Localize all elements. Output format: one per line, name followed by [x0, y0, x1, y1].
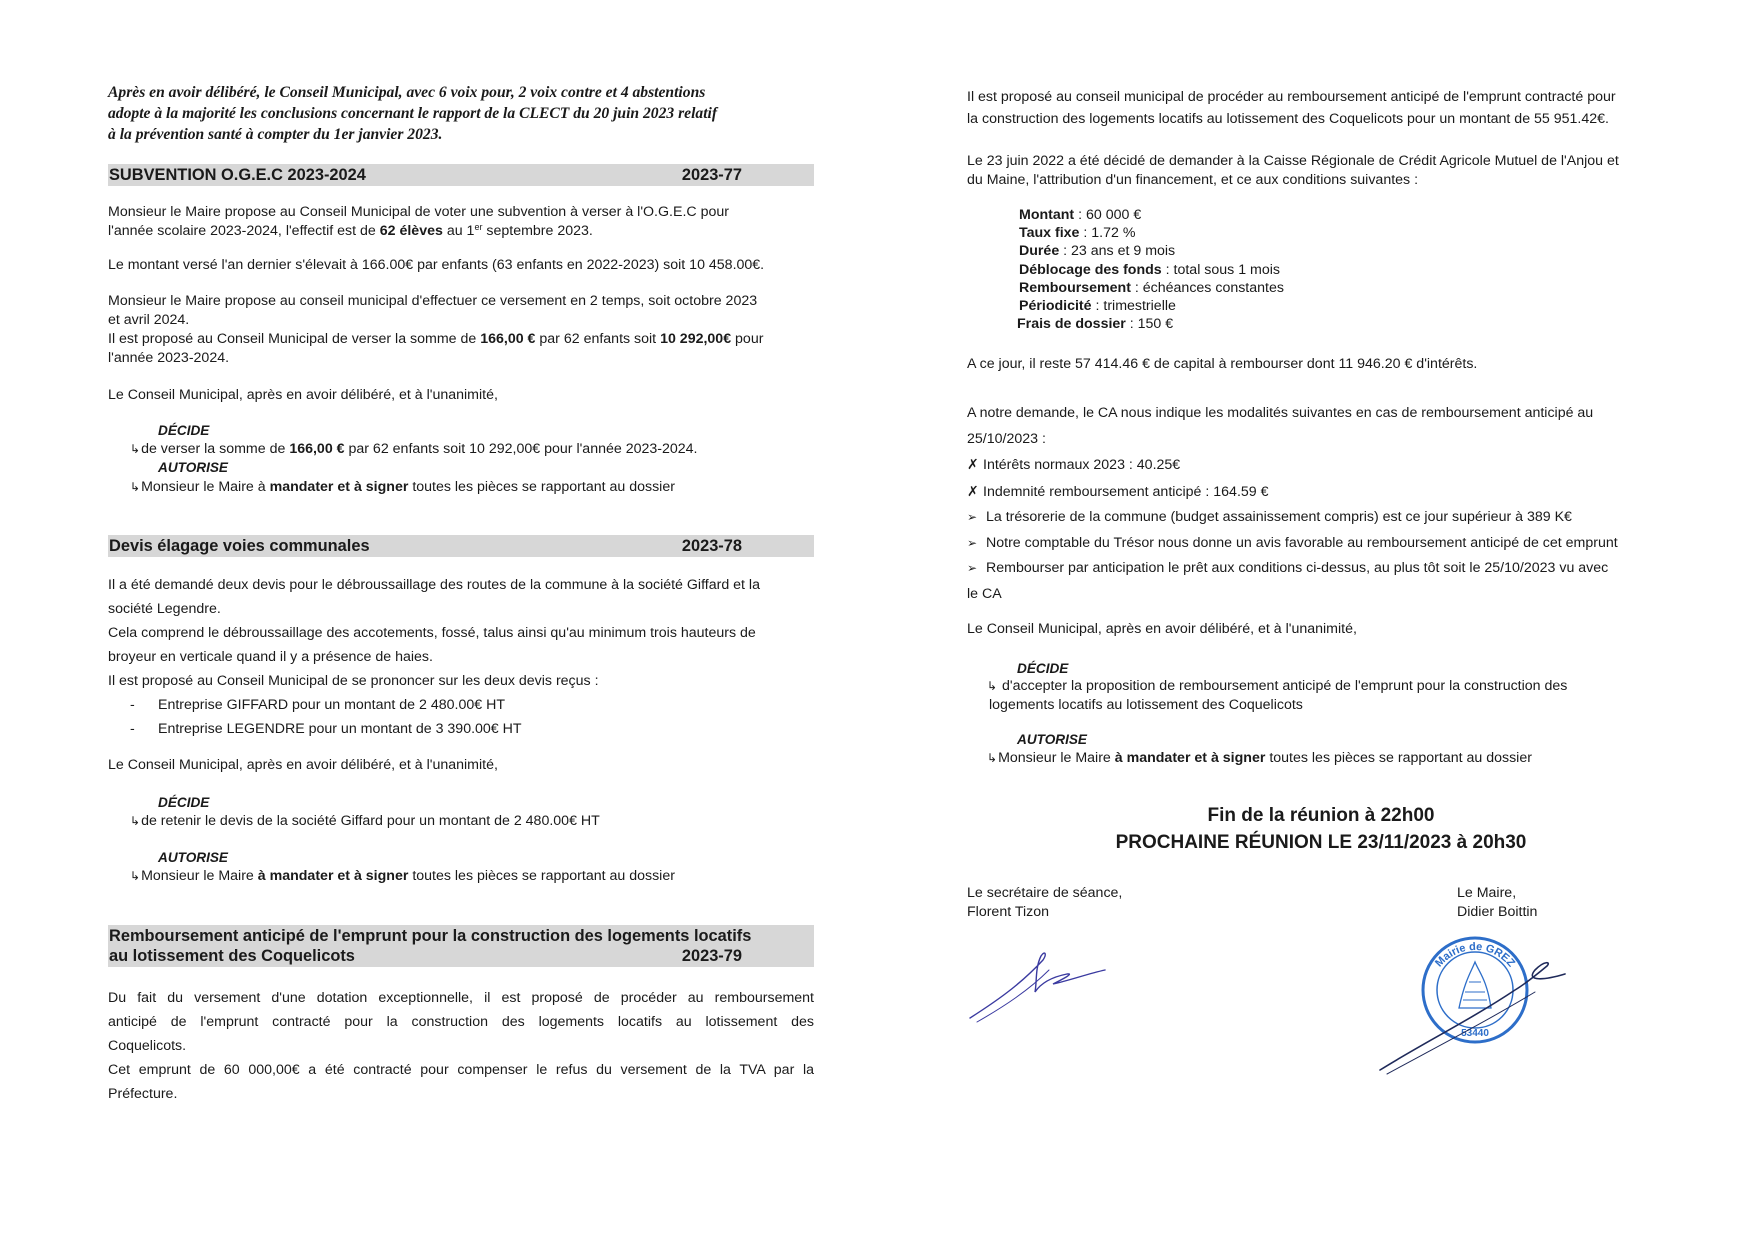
condition-label: Montant [1019, 207, 1075, 223]
text: Rembourser par anticipation le prêt aux conditions ci-dessus, au plus tôt soit le 25/10/2023 vu avec [986, 560, 1609, 576]
list-item: - Entreprise GIFFARD pour un montant de 2 480.00€ HT [130, 697, 505, 713]
stamp-top-text: Mairie de GREZ [1433, 940, 1518, 970]
section-header-2023-77 [108, 164, 814, 186]
condition-label: Périodicité [1019, 298, 1092, 315]
autorise-label: AUTORISE [1017, 732, 1087, 747]
text: Entreprise GIFFARD pour un montant de 2 480.00€ HT [158, 697, 505, 713]
intro-paragraph [108, 82, 814, 145]
secretary-name: Florent Tizon [967, 904, 1050, 920]
text-bold: 62 élèves [379, 223, 443, 239]
text-line: Du fait du versement d'une dotation exceptionnelle, il est proposé de procéder au remboursement [108, 990, 814, 1006]
section-title [109, 946, 814, 966]
text: toutes les pièces se rapportant au dossier [1265, 750, 1532, 766]
text: Monsieur le Maire [141, 868, 258, 884]
s77-paragraph-5 [108, 386, 814, 405]
text-line: Le montant versé l'an dernier s'élevait à 166.00€ par enfants (63 enfants en 2022-2023) soit 10 458.00€. [108, 257, 765, 273]
text-bold: 166,00 € [480, 331, 536, 347]
s77-paragraph-3 [108, 292, 814, 368]
text-line: Il a été demandé deux devis pour le débroussaillage des routes de la commune à la société Giffard et la [108, 577, 760, 593]
r-decide-text [987, 677, 1677, 715]
r-paragraph-2 [967, 152, 1675, 190]
condition-label: Déblocage des fonds [1019, 261, 1162, 278]
r-paragraph-1 [967, 86, 1675, 130]
section-title: SUBVENTION O.G.E.C 2023-2024 [109, 166, 366, 184]
condition-value: : échéances constantes [1130, 279, 1284, 296]
arrow-item [967, 531, 1675, 557]
s77-decide-text [130, 440, 820, 459]
text-bold: mandater et à signer [269, 479, 409, 495]
secretary-signature [965, 940, 1125, 1030]
text: Indemnité remboursement anticipé : 164.59 € [983, 483, 1269, 500]
text: par 62 enfants soit [535, 331, 661, 347]
decide-label: DÉCIDE [158, 795, 210, 810]
text-line [108, 330, 814, 349]
mayor-name: Didier Boittin [1457, 904, 1538, 920]
arrowhead-icon: ➢ [967, 535, 978, 550]
text-line: Cet emprunt de 60 000,00€ a été contracté pour compenser le refus du versement de la TVA par la [108, 1062, 814, 1078]
text-line: A ce jour, il reste 57 414.46 € de capital à rembourser dont 11 946.20 € d'intérêts. [967, 356, 1478, 372]
text-line: Monsieur le Maire propose au Conseil Municipal de voter une subvention à verser à l'O.G.E.C pour [108, 204, 729, 220]
text-line: Coquelicots. [108, 1038, 187, 1054]
condition-row [1017, 224, 1417, 242]
r-paragraph-4 [967, 401, 1675, 607]
condition-label: Taux fixe [1019, 225, 1080, 242]
condition-value: : 60 000 € [1074, 207, 1142, 223]
condition-row [1017, 242, 1417, 260]
text-line [987, 677, 1677, 696]
condition-value: : 1.72 % [1079, 225, 1136, 242]
text-line: Le 23 juin 2022 a été décidé de demander à la Caisse Régionale de Crédit Agricole Mutuel de l'Anjou et [967, 153, 1619, 169]
loan-conditions-list [1017, 206, 1417, 333]
condition-row [1017, 297, 1417, 315]
x-item [967, 452, 1675, 479]
arrow-item [967, 505, 1675, 531]
secretary-role: Le secrétaire de séance, [967, 885, 1123, 901]
section-number: 2023-77 [681, 166, 742, 184]
section-title: Remboursement anticipé de l'emprunt pour la construction des logements locatifs [109, 927, 752, 945]
arrow-right-icon: ↳ [130, 814, 141, 828]
text-bold: 10 292,00€ [660, 331, 732, 347]
s77-paragraph-2 [108, 256, 814, 275]
condition-value: : total sous 1 mois [1161, 261, 1280, 278]
arrow-right-icon: ↳ [987, 751, 998, 765]
condition-value: : 23 ans et 9 mois [1059, 243, 1176, 260]
text: La trésorerie de la commune (budget assainissement compris) est ce jour supérieur à 389 K€ [986, 509, 1572, 525]
text: Il est proposé au Conseil Municipal de verser la somme de [108, 331, 481, 347]
section-number: 2023-79 [681, 947, 742, 965]
text-bold: 166,00 € [289, 441, 345, 457]
r-autorise-text [987, 749, 1677, 768]
next-meeting: PROCHAINE RÉUNION LE 23/11/2023 à 20h30 [1115, 832, 1527, 853]
text-line: la construction des logements locatifs au lotissement des Coquelicots pour un montant de 55 951.42€. [967, 111, 1609, 127]
text-line: Cela comprend le débroussaillage des accotements, fossé, talus ainsi qu'au minimum trois hauteurs de [108, 625, 756, 641]
section-header-2023-78 [108, 535, 814, 557]
text: Intérêts normaux 2023 : 40.25€ [983, 457, 1181, 473]
cross-icon: ✗ [967, 482, 979, 499]
condition-label: Frais de dossier [1017, 316, 1126, 333]
text-line [108, 222, 814, 241]
section-header-2023-79 [108, 925, 814, 967]
text: Monsieur le Maire [998, 750, 1115, 766]
superscript: er [474, 222, 483, 232]
x-item [967, 479, 1675, 506]
text-bold: à mandater et à signer [257, 868, 409, 884]
text-line: Le Conseil Municipal, après en avoir délibéré, et à l'unanimité, [967, 621, 1357, 637]
text: toutes les pièces se rapportant au dossier [408, 479, 675, 495]
r-paragraph-3 [967, 355, 1675, 374]
text-line: Le Conseil Municipal, après en avoir délibéré, et à l'unanimité, [108, 387, 498, 403]
condition-value: : trimestrielle [1091, 298, 1176, 315]
text-line: le CA [967, 585, 1002, 602]
cross-icon: ✗ [967, 456, 979, 472]
mayor-role: Le Maire, [1457, 885, 1517, 901]
text-line: Il est proposé au Conseil Municipal de se prononcer sur les deux devis reçus : [108, 673, 599, 689]
text-line: A notre demande, le CA nous indique les modalités suivantes en cas de remboursement anticipé au [967, 405, 1594, 421]
text-line: Le Conseil Municipal, après en avoir délibéré, et à l'unanimité, [108, 757, 498, 773]
section-number: 2023-78 [681, 537, 742, 555]
decide-label: DÉCIDE [1017, 661, 1069, 676]
text: au 1 [442, 223, 475, 239]
text-line: broyeur en verticale quand il y a présence de haies. [108, 649, 433, 665]
text: l'année scolaire 2023-2024, l'effectif est de [108, 223, 380, 239]
condition-row [1017, 206, 1417, 224]
text-line: 25/10/2023 : [967, 430, 1046, 447]
text: septembre 2023. [482, 223, 593, 239]
text: au lotissement des Coquelicots [109, 947, 355, 965]
s78-paragraphs [108, 573, 814, 741]
text: d'accepter la proposition de remboursement anticipé de l'emprunt pour la construction des [1002, 678, 1568, 694]
text-line: Il est proposé au conseil municipal de procéder au remboursement anticipé de l'emprunt contracté pour [967, 89, 1616, 105]
text: par 62 enfants soit 10 292,00€ pour l'année 2023-2024. [344, 441, 698, 457]
meeting-end [967, 802, 1675, 856]
text-line: du Maine, l'attribution d'un financement, et ce aux conditions suivantes : [967, 172, 1419, 188]
arrow-right-icon: ↳ [987, 679, 998, 693]
condition-label: Durée [1019, 243, 1060, 260]
text: toutes les pièces se rapportant au dossier [408, 868, 675, 884]
autorise-label: AUTORISE [158, 460, 228, 475]
autorise-label: AUTORISE [158, 850, 228, 865]
text: Monsieur le Maire à [141, 479, 270, 495]
condition-label: Remboursement [1019, 279, 1131, 296]
text: de verser la somme de [141, 441, 290, 457]
text: Entreprise LEGENDRE pour un montant de 3 390.00€ HT [158, 721, 522, 737]
intro-line: adopte à la majorité les conclusions concernant le rapport de la CLECT du 20 juin 2023 relatif [108, 105, 718, 122]
arrow-right-icon: ↳ [130, 869, 141, 883]
text-line: société Legendre. [108, 601, 221, 617]
text-line: anticipé de l'emprunt contracté pour la construction des logements locatifs au lotissement des [108, 1014, 814, 1030]
text-bold: à mandater et à signer [1114, 750, 1266, 766]
text-line: Préfecture. [108, 1086, 178, 1102]
decide-label: DÉCIDE [158, 423, 210, 438]
text-line: l'année 2023-2024. [108, 350, 230, 366]
mayor-stamp-and-signature [1375, 930, 1575, 1080]
arrowhead-icon: ➢ [967, 561, 978, 575]
s78-paragraph-4 [108, 756, 814, 775]
s77-autorise-text [130, 478, 820, 497]
condition-row [1017, 261, 1417, 279]
s78-decide-text [130, 812, 820, 831]
intro-line: Après en avoir délibéré, le Conseil Municipal, avec 6 voix pour, 2 voix contre et 4 abstentions [108, 84, 706, 101]
arrow-item [967, 556, 1675, 582]
arrow-right-icon: ↳ [130, 442, 141, 456]
condition-row [1017, 279, 1417, 297]
condition-value: : 150 € [1125, 316, 1174, 333]
s78-autorise-text [130, 867, 820, 886]
secretary-block [967, 884, 1267, 922]
text: Notre comptable du Trésor nous donne un avis favorable au remboursement anticipé de cet emprunt [986, 534, 1618, 551]
text-line: et avril 2024. [108, 312, 190, 328]
text-line: logements locatifs au lotissement des Coquelicots [989, 697, 1303, 713]
arrow-right-icon: ↳ [130, 480, 141, 494]
condition-row [1017, 315, 1417, 333]
section-title: Devis élagage voies communales [109, 537, 370, 555]
arrowhead-icon: ➢ [967, 510, 978, 524]
text: de retenir le devis de la société Giffard pour un montant de 2 480.00€ HT [141, 813, 600, 829]
mayor-block [1457, 884, 1657, 922]
text: pour [731, 331, 764, 347]
text-line: Monsieur le Maire propose au conseil municipal d'effectuer ce versement en 2 temps, soit octobre 2023 [108, 293, 758, 309]
r-paragraph-5 [967, 620, 1675, 639]
intro-line: à la prévention santé à compter du 1er janvier 2023. [108, 126, 443, 143]
list-item: - Entreprise LEGENDRE pour un montant de 3 390.00€ HT [130, 721, 522, 737]
s77-paragraph-1 [108, 203, 814, 241]
s79-paragraphs [108, 986, 814, 1106]
stamp-postcode: 53440 [1461, 1028, 1489, 1039]
end-time: Fin de la réunion à 22h00 [1207, 805, 1435, 826]
